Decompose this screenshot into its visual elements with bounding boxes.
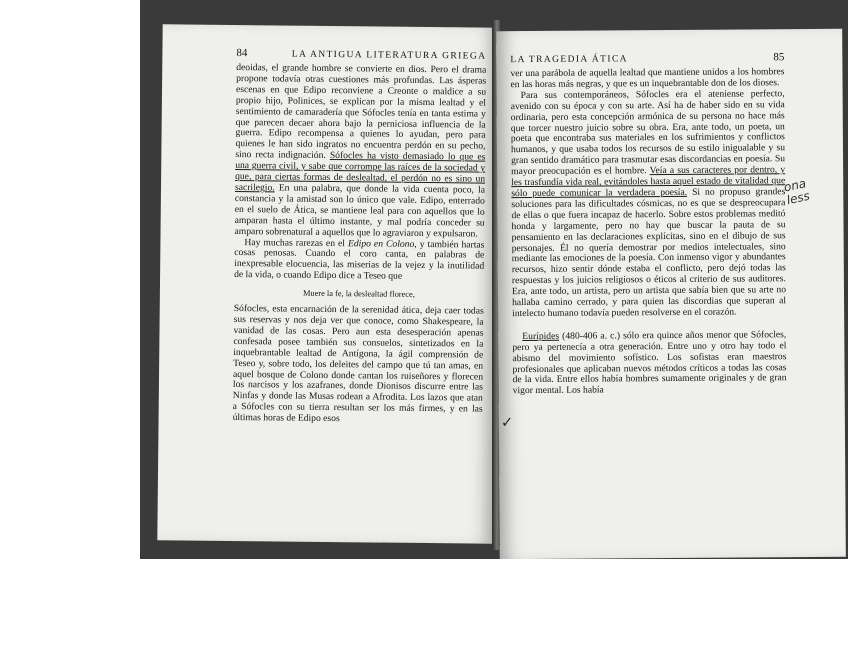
handwritten-margin-note: ona less <box>782 176 812 208</box>
right-page-header <box>510 51 784 65</box>
left-p2-text-a: Hay muchas rarezas en el <box>244 236 346 249</box>
left-paragraph-3: Sófocles, esta encarnación de la serenidad ática, deja caer todas sus reservas y nos deja ver que conoce, como Shakespeare, la vanidad de las cosas. Pero aun esta desesperación apenas confesada posee también sus consuelos, sintetizados en la inquebrantable lealtad de Antígona, la ágil comprensión de Teseo y, sobre todo, los deleites del campo que tú tan amas, en aquel bosque de Colono donde cantan los ruiseñores y florecen los narcisos y los azafranes, donde Dionisos discurre entre las Ninfas y donde las Musas rodean a Afrodita. Los lazos que atan a Sófocles con su tierra resultan ser los más firmes, y en las últimas horas de Edipo esos <box>232 303 484 425</box>
left-p1-underlined: Sófocles ha visto demasiado lo que es una guerra civil, y sabe que corrompe las raíces de la sociedad y que, para ciertas formas de deslealtad, el perdón no es sino un sacrilegio. <box>234 150 486 194</box>
right-running-title: LA TRAGEDIA ÁTICA <box>510 54 628 66</box>
left-page <box>157 24 500 544</box>
right-page <box>496 29 846 559</box>
right-p2-text-a: Para sus contemporáneos, Sófocles era el ateniense perfecto, avenido con su época y con su arte. Así ha de haber sido en su vida ordinaria, pero esta concepción armónica de su persona no hace más que torcer nuestro juicio sobre su obra. Era, ante todo, un poeta, un poeta que encontraba sus materiales en los sufrimientos y conflictos humanos, y que usaba todos los recursos de su estilo inigualable y su gran sentido dramático para trasmutar esas discordancias en poesía. Su mayor preocupación es el hombre. <box>510 88 786 178</box>
right-p2-underlined: Veía a sus caracteres por dentro, y les trasfundía vida real, evitándoles hasta aquel estado de vitalidad que sólo puede comunicar la verdadera poesía. <box>511 164 786 200</box>
right-paragraph-3 <box>512 330 786 397</box>
right-p2-text-b: Si no propuso grandes soluciones para las dificultades cósmicas, no es que se despreocupara de ellas o que fuera incapaz de hacerlo. Sobre estos problemas meditó honda y largamente, pero no hay que buscar la pauta de su pensamiento en las declaraciones explícitas, sino en el dibujo de sus personajes. Él no quería demostrar por medios intelectuales, sino mediante las emociones de la poesía. Con inmenso vigor y abundantes recursos, hizo sentir dónde estaba el conflicto, pero dejó todas las respuestas y los juicios religiosos o éticos al criterio de sus auditores. Era, ante todo, un artista, pero un artista que sabía bien que su arte no hallaba camino cerrado, y para quien las discordias que superan al intelecto humano todavía pueden resolverse en el corazón. <box>511 186 787 320</box>
right-p3-underlined-name: Eurípides <box>522 330 560 342</box>
left-epigraph: Muere la fe, la deslealtad florece, <box>302 288 415 300</box>
left-p2-italic-title: Edipo en Colono <box>347 237 415 250</box>
left-p1-text-a: deoidas, el grande hombre se convierte en dios. Pero el drama propone todavía otras cuestiones más profundas. Las ásperas escenas en que Edipo reconviene a Creonte o maldice a su propio hijo, Polinices, se explican por la misma lealtad y el sentimiento de camaradería que Sófocles tenía en tanta estima y que parecen decaer ahora bajo la perniciosa influencia de la guerra. Edipo recompensa a quienes lo ayudan, pero para quienes le han sido ingratos no encuentra perdón en su pecho, sino recta indignación. <box>235 62 487 162</box>
left-paragraph-1 <box>234 63 486 240</box>
left-p2-text-b: , y también hartas cosas penosas. Cuando el coro canta, en palabras de inexpresable elocuencia, las miserias de la vejez y la inutilidad de la vida, o cuando Edipo dice a Teseo que <box>234 238 485 282</box>
left-running-title: LA ANTIGUA LITERATURA GRIEGA <box>291 49 487 62</box>
left-page-number: 84 <box>236 47 248 60</box>
left-p1-text-b: En una palabra, que donde la vida cuenta poco, la constancia y la amistad son lo único que vale. Edipo, enterrado en el suelo de Ática, se mantiene leal para con aquellos que lo amparan hasta el último instante, y mal podría conceder su amparo sobrenatural a aquellos que lo agraviaron y expulsaron. <box>234 182 486 240</box>
right-p3-text: (480-406 a. c.) sólo era quince años menor que Sófocles, pero ya pertenecía a otra generación. Entre uno y otro hay todo el abismo del movimiento sofístico. Los sofistas eran maestros profesionales que aplicaban nuevos métodos críticos a todas las cosas de la vida. Entre ellos había hombres sumamente originales y de gran vigor mental. Los había <box>512 329 787 397</box>
left-body-text <box>233 63 487 427</box>
right-page-number: 85 <box>773 51 785 64</box>
right-paragraph-2 <box>511 89 787 320</box>
left-paragraph-2 <box>234 238 484 284</box>
right-paragraph-1: ver una parábola de aquella lealtad que mantiene unidos a los hombres en las horas más negras, y que es un inquebrantable don de los dioses. <box>510 66 785 91</box>
left-page-header <box>236 47 486 62</box>
checkmark-icon: ✓ <box>500 413 514 432</box>
scanned-book-spread <box>140 0 848 559</box>
right-body-text <box>510 67 786 397</box>
